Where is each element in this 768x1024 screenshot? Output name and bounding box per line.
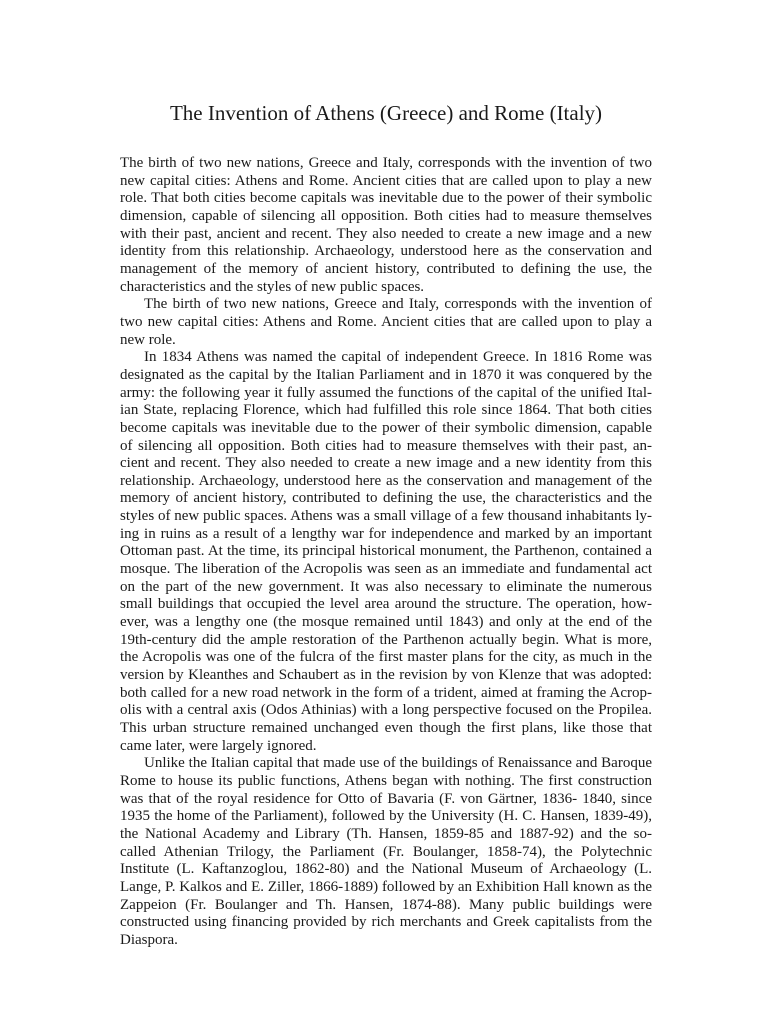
document-body — [120, 155, 652, 950]
paragraph-4: Unlike the Italian capital that made use of the buildings of Renaissance and Baroque Rome to house its public functions, Athens began with nothing. The first construction was that of the royal residence for Otto of Bavaria (F. von Gärtner, 1836- 1840, since 1935 the home of the Parliament), followed by the University (H. C. Hansen, 1839-49), the National Academy and Library (Th. Hansen, 1859-85 and 1887-92) and the so-called Athenian Trilogy, the Parliament (Fr. Boulanger, 1858-74), the Polytechnic Institute (L. Kaftanzoglou, 1862-80) and the National Museum of Archaeology (L. Lange, P. Kalkos and E. Ziller, 1866-1889) followed by an Exhibition Hall known as the Zappeion (Fr. Boulanger and Th. Hansen, 1874-88). Many public buildings were constructed using financing provided by rich merchants and Greek capitalists from the Diaspora. — [120, 755, 652, 948]
paragraph-3: In 1834 Athens was named the capital of independent Greece. In 1816 Rome was designated as the capital by the Italian Parliament and in 1870 it was conquered by the army: the following year it fully assumed the functions of the capital of the unified Italian State, replacing Florence, which had fulfilled this role since 1864. That both cities become capitals was inevitable due to the power of their symbolic dimension, capable of silencing all opposition. Both cities had to measure themselves with their past, ancient and recent. They also needed to create a new image and a new identity from this relationship. Archaeology, understood here as the conservation and management of the memory of ancient history, contributed to defining the use, the characteristics and the styles of new public spaces. Athens was a small village of a few thousand inhabitants lying in ruins as a result of a lengthy war for independence and marked by an important Ottoman past. At the time, its principal historical monument, the Parthenon, contained a mosque. The liberation of the Acropolis was seen as an immediate and fundamental act on the part of the new government. It was also necessary to eliminate the numerous small buildings that occupied the level area around the structure. The operation, however, was a lengthy one (the mosque remained until 1843) and only at the end of the 19th-century did the ample restoration of the Parthenon actually begin. What is more, the Acropolis was one of the fulcra of the first master plans for the city, as much in the version by Kleanthes and Schaubert as in the revision by von Klenze that was adopted: both called for a new road network in the form of a trident, aimed at framing the Acropolis with a central axis (Odos Athinias) with a long perspective focused on the Propilea. This urban structure remained unchanged even though the first plans, like those that came later, were largely ignored. — [120, 349, 652, 754]
paragraph-1: The birth of two new nations, Greece and Italy, corresponds with the invention of two new capital cities: Athens and Rome. Ancient cities that are called upon to play a new role. That both cities become capitals was inevitable due to the power of their symbolic dimension, capable of silencing all opposition. Both cities had to measure themselves with their past, ancient and recent. They also needed to create a new image and a new identity from this relationship. Archaeology, understood here as the conservation and management of the memory of ancient history, contributed to defining the use, the characteristics and the styles of new public spaces. — [120, 155, 652, 295]
page-title: The Invention of Athens (Greece) and Rome (Italy) — [169, 101, 603, 125]
paragraph-2: The birth of two new nations, Greece and Italy, corresponds with the invention of two new capital cities: Athens and Rome. Ancient cities that are called upon to play a new role. — [120, 296, 652, 348]
document-page — [120, 98, 652, 950]
